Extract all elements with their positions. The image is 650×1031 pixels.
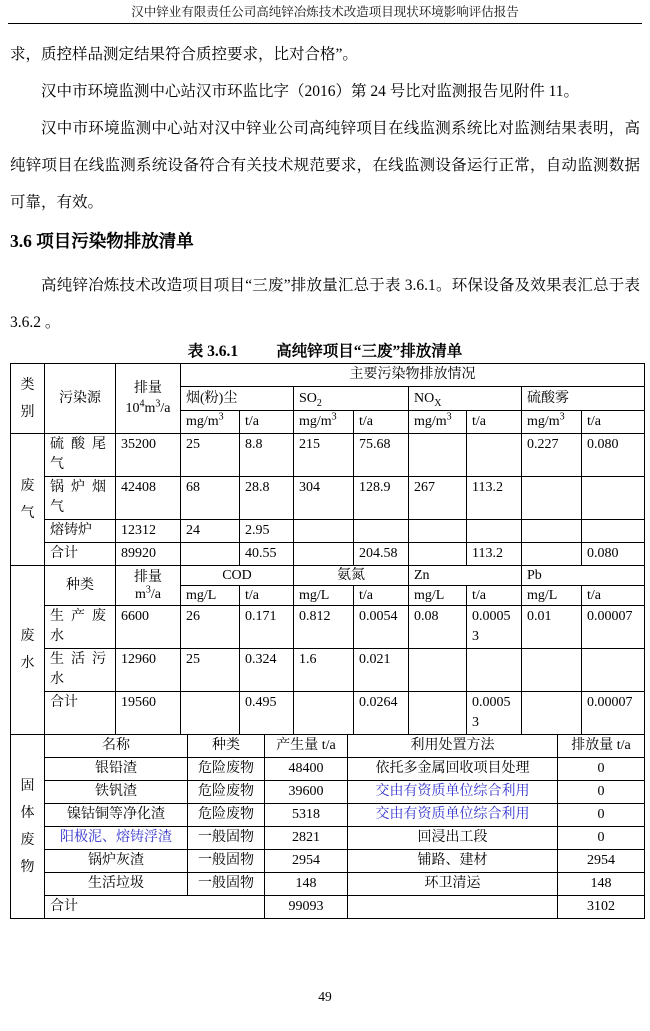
cell-name: 铁钒渣 (45, 781, 188, 804)
cell-source: 熔铸炉 (45, 520, 116, 543)
col-header-zn: Zn (409, 566, 522, 586)
cell-type: 一般固物 (188, 850, 265, 873)
cell-value: 68 (181, 477, 240, 520)
cell-type: 一般固物 (188, 827, 265, 850)
running-header (0, 0, 650, 20)
table-row-solid-total (11, 896, 645, 919)
cell-value: 0.080 (582, 434, 645, 477)
cell-amount: 39600 (265, 781, 348, 804)
table-caption-number: 表 3.6.1 (187, 343, 239, 360)
cell-value: 2.95 (240, 520, 294, 543)
cell-value (522, 520, 582, 543)
col-header-discharge: 排放量 t/a (558, 735, 645, 758)
cell-value: 113.2 (467, 477, 522, 520)
cell-discharge: 148 (558, 873, 645, 896)
cell-value: 0.080 (582, 543, 645, 566)
table-row-water (11, 606, 645, 649)
cell-value (181, 692, 240, 735)
table-row-water-total (11, 692, 645, 735)
cell-value (467, 434, 522, 477)
unit-header: $mg/m^3$ (409, 411, 467, 434)
cell-volume: 35200 (116, 434, 181, 477)
cell-source: 生活污水 (45, 649, 116, 692)
table-row (11, 566, 645, 586)
cell-value: 0.171 (240, 606, 294, 649)
section-label-solid-waste: 固体废物 (11, 735, 45, 919)
table-row-solid (11, 804, 645, 827)
cell-value (294, 692, 354, 735)
col-header-amount: 产生量 t/a (265, 735, 348, 758)
cell-discharge: 0 (558, 781, 645, 804)
cell-type: 危险废物 (188, 781, 265, 804)
cell-value: 0.00007 (582, 606, 645, 649)
unit-header: t/a (582, 586, 645, 606)
cell-total-label: 合计 (45, 692, 116, 735)
cell-method: 交由有资质单位综合利用 (348, 781, 558, 804)
col-header-volume (116, 364, 181, 434)
unit-header: $mg/m^3$ (522, 411, 582, 434)
cell-value: 0.227 (522, 434, 582, 477)
col-header-category: 类别 (11, 364, 45, 434)
cell-value: 25 (181, 649, 240, 692)
cell-value: 26 (181, 606, 240, 649)
main-content (10, 36, 640, 919)
cell-value: 128.9 (354, 477, 409, 520)
page-number: 49 (318, 989, 332, 1004)
table-caption-title: 高纯锌项目“三废”排放清单 (276, 343, 463, 360)
unit-header: $mg/m^3$ (181, 411, 240, 434)
cell-value: 25 (181, 434, 240, 477)
cell-value: 0.08 (409, 606, 467, 649)
cell-type: 危险废物 (188, 758, 265, 781)
cell-name: 银铅渣 (45, 758, 188, 781)
cell-discharge: 0 (558, 804, 645, 827)
cell-volume: 12960 (116, 649, 181, 692)
col-header-volume (116, 566, 181, 606)
unit-header: mg/L (409, 586, 467, 606)
cell-value (522, 543, 582, 566)
cell-value: 24 (181, 520, 240, 543)
volume-label: 排量 (134, 569, 162, 585)
table-row (11, 364, 645, 387)
emissions-table-solid (10, 734, 645, 919)
cell-name: 锅炉灰渣 (45, 850, 188, 873)
cell-method: 铺路、建材 (348, 850, 558, 873)
paragraph: 高纯锌冶炼技术改造项目项目“三废”排放量汇总于表 3.6.1。环保设备及效果表汇总于表 3.6.2 。 (10, 277, 640, 331)
cell-source: 锅炉烟气 (45, 477, 116, 520)
cell-value: 40.55 (240, 543, 294, 566)
unit-header: t/a (467, 411, 522, 434)
cell-value: 267 (409, 477, 467, 520)
cell-amount: 48400 (265, 758, 348, 781)
cell-value: 304 (294, 477, 354, 520)
col-header-name: 名称 (45, 735, 188, 758)
col-header-cod: COD (181, 566, 294, 586)
table-row-gas (11, 477, 645, 520)
col-header-acid-mist: 硫酸雾 (522, 387, 645, 411)
col-header-kind: 种类 (45, 566, 116, 606)
cell-value (354, 520, 409, 543)
cell-value: 0.812 (294, 606, 354, 649)
running-header-title: 汉中锌业有限责任公司高纯锌冶炼技术改造项目现状环境影响评估报告 (131, 5, 519, 19)
cell-value (294, 520, 354, 543)
cell-volume: 12312 (116, 520, 181, 543)
cell-value (582, 649, 645, 692)
cell-name: 阳极泥、熔铸浮渣 (45, 827, 188, 850)
cell-volume: 89920 (116, 543, 181, 566)
cell-source: 硫酸尾气 (45, 434, 116, 477)
cell-value (582, 520, 645, 543)
cell-amount: 148 (265, 873, 348, 896)
page-footer (0, 989, 650, 1005)
cell-method: 依托多金属回收项目处理 (348, 758, 558, 781)
table-caption (10, 341, 640, 363)
volume-unit: $10^4m^3/a$ (125, 397, 171, 416)
cell-value (467, 649, 522, 692)
table-row-water (11, 649, 645, 692)
cell-value: 0.0054 (354, 606, 409, 649)
cell-value (467, 520, 522, 543)
table-row-gas (11, 434, 645, 477)
cell-value (409, 543, 467, 566)
section-heading: 3.6 项目污染物排放清单 (10, 231, 194, 251)
header-rule (8, 23, 642, 24)
table-row (11, 735, 645, 758)
cell-method: 交由有资质单位综合利用 (348, 804, 558, 827)
table-row-solid (11, 827, 645, 850)
cell-method: 回浸出工段 (348, 827, 558, 850)
cell-value: 8.8 (240, 434, 294, 477)
cell-value: 0.324 (240, 649, 294, 692)
unit-header: t/a (240, 586, 294, 606)
cell-value (409, 434, 467, 477)
cell-total-discharge: 3102 (558, 896, 645, 919)
cell-amount: 2821 (265, 827, 348, 850)
cell-value: 0.00007 (582, 692, 645, 735)
col-header-source: 污染源 (45, 364, 116, 434)
unit-header: mg/L (181, 586, 240, 606)
cell-method: 环卫清运 (348, 873, 558, 896)
cell-total-label: 合计 (45, 896, 265, 919)
cell-type: 一般固物 (188, 873, 265, 896)
unit-header: mg/L (522, 586, 582, 606)
cell-value (522, 692, 582, 735)
cell-value (582, 477, 645, 520)
cell-value: 1.6 (294, 649, 354, 692)
unit-header: $mg/m^3$ (294, 411, 354, 434)
cell-volume: 19560 (116, 692, 181, 735)
cell-value (409, 649, 467, 692)
cell-volume: 6600 (116, 606, 181, 649)
section-label-waste-water: 废水 (11, 566, 45, 735)
volume-unit: $m^3/a$ (135, 583, 161, 602)
cell-amount: 2954 (265, 850, 348, 873)
col-header-type: 种类 (188, 735, 265, 758)
cell-value: 113.2 (467, 543, 522, 566)
col-header-so2: $SO_2$ (294, 387, 409, 411)
cell-value (409, 692, 467, 735)
cell-discharge: 0 (558, 827, 645, 850)
cell-value (294, 543, 354, 566)
paragraph: 汉中市环境监测中心站汉市环监比字（2016）第 24 号比对监测报告见附件 11。 (41, 83, 580, 100)
cell-value (522, 649, 582, 692)
unit-header: t/a (467, 586, 522, 606)
cell-source: 生产废水 (45, 606, 116, 649)
col-header-main-pollutants: 主要污染物排放情况 (181, 364, 645, 387)
table-row-gas (11, 520, 645, 543)
table-row-solid (11, 781, 645, 804)
table-row-solid (11, 850, 645, 873)
cell-value: 28.8 (240, 477, 294, 520)
cell-name: 镍钴铜等净化渣 (45, 804, 188, 827)
unit-header: mg/L (294, 586, 354, 606)
cell-value: 0.00053 (467, 692, 522, 735)
cell-value (181, 543, 240, 566)
unit-header: t/a (354, 586, 409, 606)
cell-name: 生活垃圾 (45, 873, 188, 896)
table-row-solid (11, 758, 645, 781)
cell-value: 204.58 (354, 543, 409, 566)
cell-value: 0.495 (240, 692, 294, 735)
unit-header: t/a (354, 411, 409, 434)
cell-discharge: 2954 (558, 850, 645, 873)
paragraph: 汉中市环境监测中心站对汉中锌业公司高纯锌项目在线监测系统比对监测结果表明，高纯锌项目在线监测系统设备符合有关技术规范要求，在线监测设备运行正常，自动监测数据可靠，有效。 (10, 120, 640, 211)
col-header-dust: 烟(粉)尘 (181, 387, 294, 411)
cell-total-label: 合计 (45, 543, 116, 566)
cell-value (522, 477, 582, 520)
cell-value: 0.021 (354, 649, 409, 692)
cell-total-method (348, 896, 558, 919)
unit-header: t/a (582, 411, 645, 434)
section-label-waste-gas: 废气 (11, 434, 45, 566)
cell-value: 75.68 (354, 434, 409, 477)
cell-discharge: 0 (558, 758, 645, 781)
col-header-pb: Pb (522, 566, 645, 586)
cell-total-amount: 99093 (265, 896, 348, 919)
table-row-solid (11, 873, 645, 896)
unit-header: t/a (240, 411, 294, 434)
cell-volume: 42408 (116, 477, 181, 520)
cell-value (409, 520, 467, 543)
volume-label: 排量 (134, 380, 162, 396)
emissions-table-gas-water (10, 363, 645, 735)
col-header-method: 利用处置方法 (348, 735, 558, 758)
cell-value: 0.00053 (467, 606, 522, 649)
paragraph: 求，质控样品测定结果符合质控要求，比对合格”。 (10, 46, 358, 63)
cell-type: 危险废物 (188, 804, 265, 827)
cell-value: 0.01 (522, 606, 582, 649)
table-row-gas-total (11, 543, 645, 566)
col-header-nox: $NO_X$ (409, 387, 522, 411)
cell-value: 215 (294, 434, 354, 477)
cell-amount: 5318 (265, 804, 348, 827)
cell-value: 0.0264 (354, 692, 409, 735)
col-header-ammonia: 氨氮 (294, 566, 409, 586)
